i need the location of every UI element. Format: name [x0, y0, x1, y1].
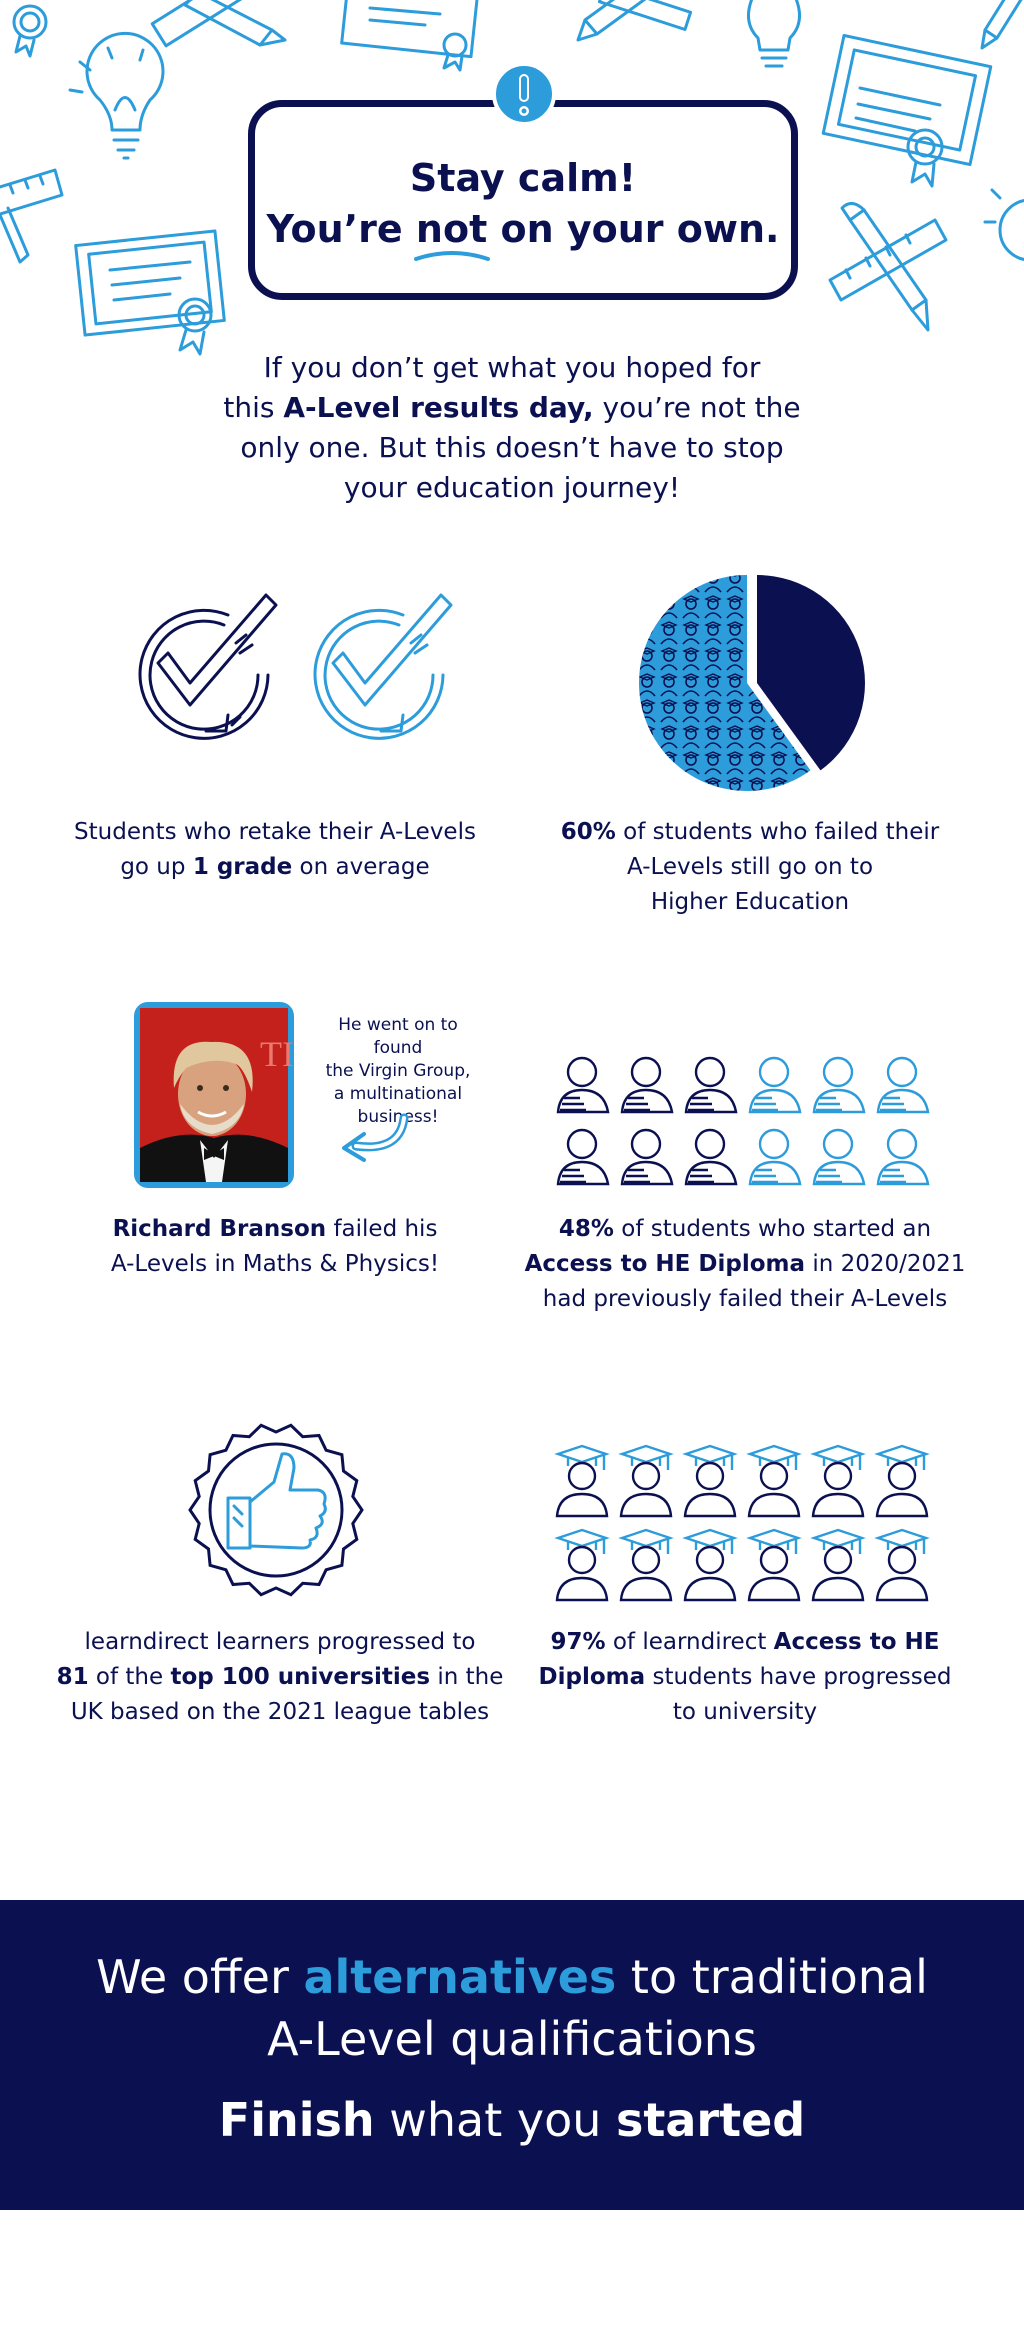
stat-progressed: 97% of learndirect Access to HE Diploma students have progressed to university — [538, 1629, 952, 1725]
person-icon — [878, 1058, 928, 1112]
person-icon — [558, 1058, 608, 1112]
alternatives-link[interactable]: alternatives — [303, 1950, 617, 2004]
rosette-icon — [14, 6, 46, 56]
curved-arrow-icon — [334, 1112, 414, 1168]
checkmark-icons — [128, 585, 458, 745]
pencil-icon — [982, 0, 1022, 48]
graduate-icon — [557, 1530, 607, 1600]
person-icon — [750, 1130, 800, 1184]
ruler-pencil-icon — [830, 203, 946, 330]
headline-box — [248, 100, 798, 300]
stat-retake: Students who retake their A-Levels go up 1 grade on average — [74, 819, 476, 880]
check-circle-icon — [315, 595, 451, 738]
stat-failed-higher-education: 60% of students who failed their A-Levels still go on to Higher Education — [560, 819, 940, 915]
intro-text: If you don’t get what you hoped for this A-Level results day, you’re not the only one. But this doesn’t have to stop your education journey! — [223, 351, 801, 504]
headline-line-2: You’re not on your own. — [255, 203, 791, 255]
graduate-icon — [749, 1530, 799, 1600]
ruler-pencil-icon — [152, 0, 285, 46]
graduate-icon — [557, 1446, 607, 1516]
check-circle-icon — [140, 595, 276, 738]
ruler-icon — [0, 170, 62, 262]
certificate-icon — [342, 0, 479, 70]
footer-tagline: Finish what you started — [218, 2093, 806, 2147]
person-icon — [622, 1058, 672, 1112]
portrait-image — [140, 1008, 294, 1182]
graduate-grid — [548, 1440, 948, 1600]
person-icon — [878, 1130, 928, 1184]
graduate-icon — [621, 1530, 671, 1600]
person-icon — [814, 1058, 864, 1112]
graduate-icon — [813, 1446, 863, 1516]
graduate-icon — [621, 1446, 671, 1516]
stat-universities: learndirect learners progressed to 81 of the top 100 universities in the UK based on the 2021 league tables — [56, 1629, 504, 1725]
people-grid — [548, 1050, 948, 1190]
virgin-note: He went on to found the Virgin Group, a multinational business! — [325, 1015, 471, 1127]
person-icon — [814, 1130, 864, 1184]
headline-line-1: Stay calm! — [409, 156, 637, 200]
lightbulb-icon — [985, 190, 1024, 260]
certificate-icon — [76, 231, 225, 354]
thumbs-up-badge-icon — [186, 1420, 366, 1600]
person-icon — [750, 1058, 800, 1112]
graduate-icon — [877, 1530, 927, 1600]
footer-headline: We offer alternatives to traditional A-Level qualifications — [96, 1950, 928, 2066]
richard-branson-photo — [134, 1002, 294, 1188]
headline-emphasis: not — [415, 207, 488, 251]
footer-banner — [0, 1900, 1024, 2210]
certificate-icon — [823, 35, 991, 186]
stat-access-diploma: 48% of students who started an Access to HE Diploma in 2020/2021 had previously failed their A-Levels — [524, 1216, 966, 1312]
lightbulb-icon — [70, 33, 163, 158]
graduate-icon — [685, 1446, 735, 1516]
stat-branson: Richard Branson failed his A-Levels in Maths & Physics! — [110, 1216, 440, 1277]
exclamation-icon — [492, 62, 556, 126]
pie-chart-60-percent — [636, 568, 866, 798]
svg-text:TI: TI — [260, 1034, 294, 1074]
person-icon — [686, 1058, 736, 1112]
person-icon — [622, 1130, 672, 1184]
graduate-icon — [877, 1446, 927, 1516]
person-icon — [686, 1130, 736, 1184]
underline-swoosh — [412, 249, 492, 263]
pencil-icon — [578, 0, 691, 40]
lightbulb-icon — [748, 0, 799, 66]
graduate-icon — [685, 1530, 735, 1600]
person-icon — [558, 1130, 608, 1184]
graduate-icon — [749, 1446, 799, 1516]
graduate-icon — [813, 1530, 863, 1600]
